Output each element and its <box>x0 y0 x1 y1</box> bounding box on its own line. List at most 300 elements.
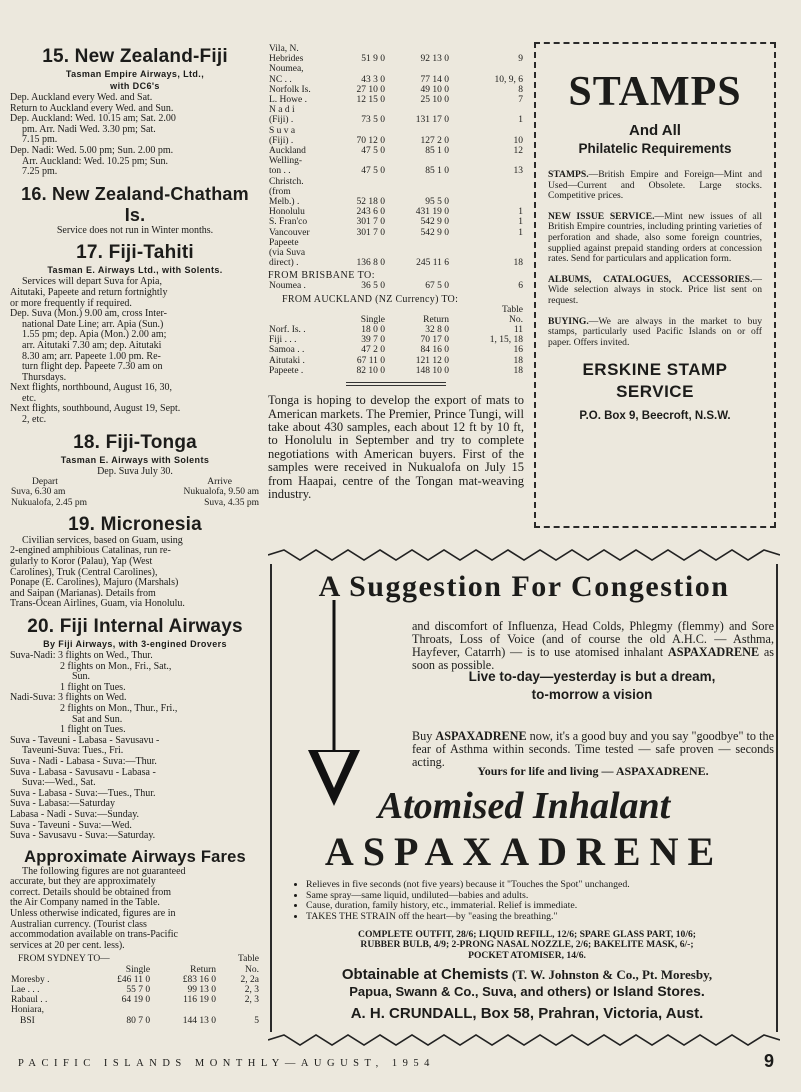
cell: 47 5 0 <box>361 166 385 177</box>
text-line: Dep. Nadi: Wed. 5.00 pm; Sun. 2.00 pm. <box>10 144 174 156</box>
cell: 136 8 0 <box>356 258 385 269</box>
cell: Aitutaki . <box>269 355 305 366</box>
text-line: etc. <box>22 392 37 404</box>
left-column <box>10 40 260 1026</box>
from-auckland-label: FROM AUCKLAND (NZ Currency) TO: <box>282 293 459 305</box>
cell: (Fiji) . <box>269 115 294 126</box>
cell: 2, 3 <box>244 985 259 996</box>
cell <box>328 105 386 115</box>
text-line: Dep. Auckland: Wed. 10.15 am; Sat. 2.00 <box>10 113 176 125</box>
cell: 39 7 0 <box>361 335 385 346</box>
text-line: 1 flight on Tues. <box>60 724 126 736</box>
stamps-paragraph <box>548 317 762 349</box>
cell <box>450 197 524 207</box>
obtainable-stockists-2: Papua, Swann & Co., Suva, and others) <box>349 984 592 999</box>
cell: 36 5 0 <box>361 281 385 292</box>
new-issue-lead: NEW ISSUE SERVICE. <box>548 210 655 222</box>
cell: L. Howe . <box>269 95 307 106</box>
table-row <box>10 498 260 508</box>
cell <box>386 105 450 115</box>
text-line: correct. Details should be obtained from <box>10 886 172 898</box>
cell: 10, 9, 6 <box>494 74 523 85</box>
section-17-body <box>10 277 260 425</box>
page-number: 9 <box>764 1051 775 1071</box>
cell <box>328 248 386 258</box>
section-16-text: Service does not run in Winter months. <box>56 224 214 236</box>
table-row <box>10 995 260 1005</box>
text-line: Australian currency. (Tourist class <box>10 918 147 930</box>
buying-lead: BUYING. <box>548 315 589 327</box>
auckland-fares-rows <box>268 325 524 376</box>
table-row <box>268 197 524 207</box>
cell <box>386 156 450 166</box>
text-line: gularly to Koror (Palau), Yap (West <box>10 556 153 568</box>
cell: Christch. <box>269 176 304 187</box>
text-line: Aitutaki, Papeete and return fortnightly <box>10 286 168 298</box>
stamps-advertisement <box>534 42 776 528</box>
cell <box>450 105 524 115</box>
text-line: Next flights, northbound, August 16, 30, <box>10 382 172 394</box>
table-row <box>268 228 524 238</box>
section-15-subheading-2: with DC6's <box>110 81 160 91</box>
text-line: turn flight dep. Papeete 7.30 am on <box>22 361 163 373</box>
text-line: Nadi-Suva: 3 flights on Wed. <box>10 692 127 704</box>
col-no: No. <box>509 314 523 325</box>
cell <box>86 1005 151 1015</box>
table-row <box>268 356 524 366</box>
cell: 49 10 0 <box>420 84 449 95</box>
text-line: Suva - Savusavu - Suva:—Saturday. <box>10 830 156 842</box>
obtainable-stockists: (T. W. Johnston & Co., Pt. Moresby, <box>508 967 713 982</box>
table-row <box>268 217 524 227</box>
stamps-text: —British Empire and Foreign—Mint and Used—Current and Obsolete. Large stocks. Competitive prices. <box>548 169 762 202</box>
text-line: the Air Company named in the Table. <box>10 897 160 909</box>
ad-obtainable-line-1 <box>292 966 762 983</box>
cell: NC . . <box>269 74 292 85</box>
cell: 11 <box>513 325 523 336</box>
stamps-title: STAMPS <box>568 69 742 115</box>
ad-obtainable <box>292 966 762 1000</box>
cell <box>328 177 386 187</box>
ad-slogan-line-2: to-morrow a vision <box>531 687 653 702</box>
text-line: Thursdays. <box>22 371 67 383</box>
section-19-heading: 19. Micronesia <box>68 513 202 535</box>
aspaxadrene-advertisement <box>268 548 780 1050</box>
cell <box>450 238 524 248</box>
cell <box>328 187 386 197</box>
ad-price-list <box>292 930 762 961</box>
cell <box>450 248 524 258</box>
list-item: • Same spray—same liquid, undiluted—babies and adults. <box>306 891 776 902</box>
cell: 2, 3 <box>244 995 259 1006</box>
ad-slogan-line-1: Live to-day—yesterday is but a dream, <box>468 669 716 684</box>
text-line: Ponape (E. Carolines), Majuro (Marshals) <box>10 577 179 589</box>
table-header-row <box>10 477 260 487</box>
text-line: Services will depart Suva for Apia, <box>22 276 162 288</box>
table-row <box>268 187 524 197</box>
cell: 51 9 0 <box>361 54 385 65</box>
ad-slogan <box>422 668 762 704</box>
cell <box>386 248 450 258</box>
cell: 80 7 0 <box>126 1015 151 1026</box>
table-row <box>10 1016 260 1026</box>
cell: Norfolk Is. <box>269 84 311 95</box>
price-line: RUBBER BULB, 4/9; 2-PRONG NASAL NOZZLE, 2/6; BAKELITE MASK, 6/-; <box>360 939 694 951</box>
cell: 55 7 0 <box>126 985 151 996</box>
table-row <box>268 177 524 187</box>
cell: Papeete <box>269 237 299 248</box>
cell: Papeete . <box>269 365 304 376</box>
cell: 9 <box>518 54 523 65</box>
cell: 27 10 0 <box>356 84 385 95</box>
text-line: accurate, but they are approximately <box>10 876 156 888</box>
cell: 85 1 0 <box>425 146 449 157</box>
stamps-paragraph <box>548 212 762 265</box>
col-depart: Depart <box>32 477 58 488</box>
col-table: Table <box>502 304 523 315</box>
cell: 64 19 0 <box>121 995 151 1006</box>
text-line: Sat and Sun. <box>72 713 123 725</box>
text-line: Carolines), Truk (Central Carolines), <box>10 566 158 578</box>
table-row <box>268 238 524 248</box>
cell: 542 9 0 <box>420 217 449 228</box>
cell: 70 17 0 <box>420 335 449 346</box>
cell <box>328 64 386 74</box>
table-row <box>268 115 524 125</box>
cell: 84 16 0 <box>420 345 449 356</box>
section-20-subheading: By Fiji Airways, with 3-engined Drovers <box>43 639 227 650</box>
cell: 2, 2a <box>240 974 259 985</box>
albums-lead: ALBUMS, CATALOGUES, ACCESSORIES. <box>548 273 753 285</box>
cell <box>386 238 450 248</box>
text-line: 2-engined amphibious Catalinas, run re- <box>10 545 171 557</box>
text-line: 2 flights on Mon., Thur., Fri., <box>60 702 178 714</box>
table-row <box>268 105 524 115</box>
stamps-lead: STAMPS. <box>548 169 589 180</box>
text-line: 2 flights on Mon., Fri., Sat., <box>60 660 172 672</box>
text-line: pm. Arr. Nadi Wed. 3.30 pm; Sat. <box>22 123 156 135</box>
section-20-heading: 20. Fiji Internal Airways <box>27 616 243 638</box>
cell: BSI <box>20 1015 35 1026</box>
cell <box>328 126 386 136</box>
table-row <box>268 207 524 217</box>
page-footer: PACIFIC ISLANDS MONTHLY—AUGUST, 1954 <box>18 1058 435 1069</box>
section-15-body <box>10 93 260 178</box>
list-item: • TAKES THE STRAIN off the heart—by "easing the breathing." <box>306 912 776 923</box>
sydney-fares-table <box>10 954 260 1025</box>
cell: 144 13 0 <box>182 1015 216 1026</box>
ad-obtainable-line-2 <box>292 983 762 1000</box>
text-line: Dep. Suva (Mon.) 9.00 am, cross Inter- <box>10 308 167 320</box>
text-line: Suva - Taveuni - Suva:—Wed. <box>10 819 132 831</box>
cell <box>217 1005 260 1015</box>
cell: Vancouver <box>269 227 310 238</box>
cell: Vila, N. <box>269 44 299 54</box>
cell: 245 11 6 <box>416 258 449 269</box>
table-row <box>268 54 524 64</box>
section-17-subheading: Tasman E. Airways Ltd., with Solents. <box>47 265 223 276</box>
cell <box>450 156 524 166</box>
cell: 13 <box>513 166 523 177</box>
ad-right-border <box>776 564 778 1032</box>
cell: 10 <box>513 135 523 146</box>
text-line: national Date Line; arr. Apia (Sun.) <box>22 318 164 330</box>
section-18-subheading: Tasman E. Airways with Solents <box>60 454 210 465</box>
cell: 47 2 0 <box>361 345 385 356</box>
cell <box>386 187 450 197</box>
cell: Noumea, <box>269 64 304 75</box>
text-line: Suva - Labasa:—Saturday <box>10 798 115 810</box>
cell: N a d i <box>269 105 295 116</box>
sydney-fares-table-continued <box>268 44 524 268</box>
cell: 116 19 0 <box>183 995 216 1006</box>
ad-bullet-list <box>292 880 776 922</box>
text-line: The following figures are not guaranteed <box>22 865 186 877</box>
ad-intro <box>412 620 774 672</box>
ad-left-border <box>270 564 272 1032</box>
cell: 32 8 0 <box>425 325 449 336</box>
col-table: Table <box>238 954 259 965</box>
table-row <box>268 345 524 355</box>
text-line: Suva - Labasa - Savusavu - Labasa - <box>10 766 156 778</box>
cell: 6 <box>518 281 523 292</box>
cell: S. Fran'co <box>269 217 308 228</box>
table-row <box>268 335 524 345</box>
text-line: Unless otherwise indicated, figures are in <box>10 908 176 920</box>
cell: 82 10 0 <box>356 365 385 376</box>
cell: 148 10 0 <box>415 365 449 376</box>
cell: Moresby . <box>11 974 50 985</box>
text-line: 8.30 am; arr. Papeete 1.00 pm. Re- <box>22 350 161 362</box>
text-line: Return to Auckland every Wed. and Sun. <box>10 102 174 114</box>
text-line: Civilian services, based on Guam, using <box>22 534 183 546</box>
table-row <box>268 44 524 54</box>
section-16-heading: 16. New Zealand-Chatham Is. <box>21 183 249 225</box>
from-brisbane-label: FROM BRISBANE TO: <box>268 270 376 282</box>
cell: 431 19 0 <box>415 207 449 218</box>
text-line: Suva - Nadi - Labasa - Suva:—Thur. <box>10 755 157 767</box>
buying-text: —We are always in the market to buy stamps, particularly used Pacific Islands on or off paper. Offers invited. <box>548 315 762 348</box>
cell: 18 0 0 <box>361 325 385 336</box>
cell: 85 1 0 <box>425 166 449 177</box>
cell: 1 <box>518 207 523 218</box>
cell: 121 12 0 <box>415 355 449 366</box>
cell: 16 <box>513 345 523 356</box>
text-line: Sun. <box>72 671 91 683</box>
cell: Norf. Is. . <box>269 325 306 336</box>
text-line: Suva - Labasa - Suva:—Tues., Thur. <box>10 787 156 799</box>
cell: Nukualofa, 9.50 am <box>183 487 259 498</box>
brisbane-fares-table <box>268 281 524 291</box>
cell: 18 <box>513 258 523 269</box>
cell <box>386 177 450 187</box>
stamps-philatelic: Philatelic Requirements <box>578 141 732 156</box>
cell: Auckland <box>269 146 306 157</box>
zigzag-border-top <box>268 549 780 561</box>
table-row <box>268 146 524 156</box>
cell: 70 12 0 <box>356 135 385 146</box>
cell: 73 5 0 <box>361 115 385 126</box>
section-18-table <box>10 477 260 508</box>
section-15-heading: 15. New Zealand-Fiji <box>42 46 228 67</box>
col-return: Return <box>423 314 449 325</box>
cell: (from <box>269 186 291 197</box>
cell: direct) . <box>269 258 299 269</box>
col-single: Single <box>360 314 385 325</box>
cell: Rabaul . . <box>11 995 48 1006</box>
cell <box>450 64 524 74</box>
cell <box>386 64 450 74</box>
cell: Hebrides <box>269 54 304 65</box>
section-15-subheading-1: Tasman Empire Airways, Ltd., <box>65 69 205 79</box>
cell: 47 5 0 <box>361 146 385 157</box>
cell: Samoa . . <box>269 345 305 356</box>
erskine-service: SERVICE <box>616 382 694 402</box>
table-row <box>10 975 260 985</box>
cell: ton . . <box>269 166 291 177</box>
stamps-address: P.O. Box 9, Beecroft, N.S.W. <box>579 410 731 423</box>
table-row <box>268 126 524 136</box>
cell: 542 9 0 <box>420 227 449 238</box>
cell: 25 10 0 <box>420 95 449 106</box>
cell: 1 <box>518 227 523 238</box>
cell <box>450 187 524 197</box>
erskine-stamp: ERSKINE STAMP <box>582 360 728 380</box>
col-arrive: Arrive <box>207 477 232 488</box>
text-line: Suva:—Wed., Sat. <box>22 777 96 789</box>
cell: 8 <box>518 84 523 95</box>
cell: £46 11 0 <box>117 974 151 985</box>
text-line: 2, etc. <box>22 414 47 426</box>
text-line: Labasa - Nadi - Suva:—Sunday. <box>10 808 140 820</box>
price-line: POCKET ATOMISER, 14/6. <box>468 949 586 961</box>
cell: Nukualofa, 2.45 pm <box>11 497 87 508</box>
table-header-row <box>268 315 524 325</box>
from-sydney-label: FROM SYDNEY TO— <box>18 954 110 965</box>
divider <box>346 382 446 386</box>
middle-column <box>268 44 524 501</box>
col-single: Single <box>125 964 151 975</box>
section-17-heading: 17. Fiji-Tahiti <box>76 242 194 264</box>
cell <box>151 1005 217 1015</box>
text-line: Dep. Auckland every Wed. and Sat. <box>10 92 153 103</box>
fares-body <box>10 867 260 952</box>
table-row <box>268 85 524 95</box>
text-line: Suva-Nadi: 3 flights on Wed., Thur. <box>10 650 153 662</box>
stamps-paragraph <box>548 275 762 307</box>
stamps-paragraph <box>548 170 762 202</box>
down-arrow-icon <box>304 600 364 810</box>
cell: 77 14 0 <box>420 74 449 85</box>
cell <box>386 44 450 54</box>
ad-intro-brand: ASPAXADRENE <box>667 645 760 660</box>
cell: Honiara, <box>11 1005 44 1016</box>
obtainable-island-stores: or Island Stores. <box>591 983 705 999</box>
text-line: services at 20 per cent. less). <box>10 939 125 951</box>
ad-yours: Yours for life and living — ASPAXADRENE. <box>477 764 709 778</box>
cell: 95 5 0 <box>425 197 449 208</box>
cell <box>328 238 386 248</box>
text-line: 7.15 pm. <box>22 134 58 146</box>
text-line: arr. Aitutaki 7.30 am; dep. Aitutaki <box>22 339 162 351</box>
ad-buy-tail: now, it's a good buy and you say "goodbye" to the fear of Asthma within seconds. Time tested — safe proven — seconds acting. <box>412 729 774 770</box>
stamps-and-all: And All <box>629 122 681 139</box>
text-line: 1 flight on Tues. <box>60 681 126 693</box>
cell: 12 <box>513 146 523 157</box>
text-line: accommodation available on trans-Pacific <box>10 929 178 941</box>
cell: 92 13 0 <box>420 54 449 65</box>
table-row <box>268 166 524 176</box>
cell: £83 16 0 <box>182 974 216 985</box>
cell: 12 15 0 <box>356 95 385 106</box>
table-row <box>268 325 524 335</box>
text-line: and Saipan (Marianas). Details from <box>10 587 156 599</box>
ad-buy-brand: ASPAXADRENE <box>435 729 527 744</box>
section-18-heading: 18. Fiji-Tonga <box>73 431 197 453</box>
table-row <box>268 258 524 268</box>
text-line: 7.25 pm. <box>22 166 58 178</box>
cell <box>450 177 524 187</box>
col-no: No. <box>245 964 259 975</box>
fares-heading: Approximate Airways Fares <box>24 847 246 866</box>
tonga-article: Tonga is hoping to develop the export of mats to American markets. The Premier, Prince Tungi, will take about 430 samples, each about 12 ft by 10 ft, to Honolulu in September and try to complete negotiations with American buyers. First of the samples were received in Nukualofa on July 15 from Haapai, centre of the Tongan mat-weaving industry. <box>268 393 524 501</box>
cell: 131 17 0 <box>415 115 449 126</box>
cell: 67 11 0 <box>356 355 385 366</box>
albums-text: —Wide selection always in stock. Price list sent on request. <box>548 273 762 306</box>
text-line: Suva - Taveuni - Labasa - Savusavu - <box>10 734 160 746</box>
auckland-fares-table <box>268 305 524 325</box>
section-18-dep-day: Dep. Suva July 30. <box>97 465 173 477</box>
cell: 1 <box>518 115 523 126</box>
cell: 301 7 0 <box>356 227 385 238</box>
table-row <box>268 64 524 74</box>
cell: 67 5 0 <box>425 281 449 292</box>
cell: Fiji . . . <box>269 335 297 346</box>
text-line: Taveuni-Suva: Tues., Fri. <box>22 745 124 757</box>
list-item: • Relieves in five seconds (not five years) because it "Touches the Spot" unchanged. <box>306 880 776 891</box>
cell: 43 3 0 <box>361 74 385 85</box>
table-row <box>10 1005 260 1015</box>
ad-crundall-address: A. H. CRUNDALL, Box 58, Prahran, Victoria, Aust. <box>350 1005 704 1022</box>
text-line: or more frequently if required. <box>10 297 132 309</box>
cell: Noumea . <box>269 281 306 292</box>
cell: 1, 15, 18 <box>489 335 523 346</box>
new-issue-text: —Mint new issues of all British Empire countries, including printing varieties of perforation and shade, also some foreign countries, supplied against prepaid standing orders at concession rates. Send for particulars and application form. <box>548 210 762 265</box>
table-row <box>10 487 260 497</box>
text-line: Next flights, southbound, August 19, Sept. <box>10 403 181 415</box>
cell: 52 18 0 <box>356 197 385 208</box>
cell: Lae . . . <box>11 985 40 996</box>
ad-intro-tail: as soon as possible. <box>412 645 774 673</box>
table-row <box>268 136 524 146</box>
price-line: COMPLETE OUTFIT, 28/6; LIQUID REFILL, 12/6; SPARE GLASS PART, 10/6; <box>358 929 696 940</box>
cell <box>450 44 524 54</box>
cell <box>450 126 524 136</box>
cell: Honolulu <box>269 207 305 218</box>
ad-intro-text: and discomfort of Influenza, Head Colds, Phlegmy (flemmy) and Sore Throats, Loss of Voice (and of course the old A.H.C. — Asthma, Hayfever, Catarrh) — is to use atomised inhalant <box>412 619 774 660</box>
text-line: 1.55 pm; dep. Apia (Mon.) 2.00 am; <box>22 329 167 341</box>
table-row <box>268 366 524 376</box>
table-row <box>268 95 524 105</box>
cell: 7 <box>518 95 523 106</box>
cell: 18 <box>513 355 523 366</box>
list-item: • Cause, duration, family history, etc., immaterial. Relief is immediate. <box>306 901 776 912</box>
ad-headline: A Suggestion For Congestion <box>318 570 730 603</box>
zigzag-border-bottom <box>268 1034 780 1046</box>
section-20-body <box>10 651 260 842</box>
cell: Suva, 6.30 am <box>11 487 66 498</box>
cell: 127 2 0 <box>420 135 449 146</box>
